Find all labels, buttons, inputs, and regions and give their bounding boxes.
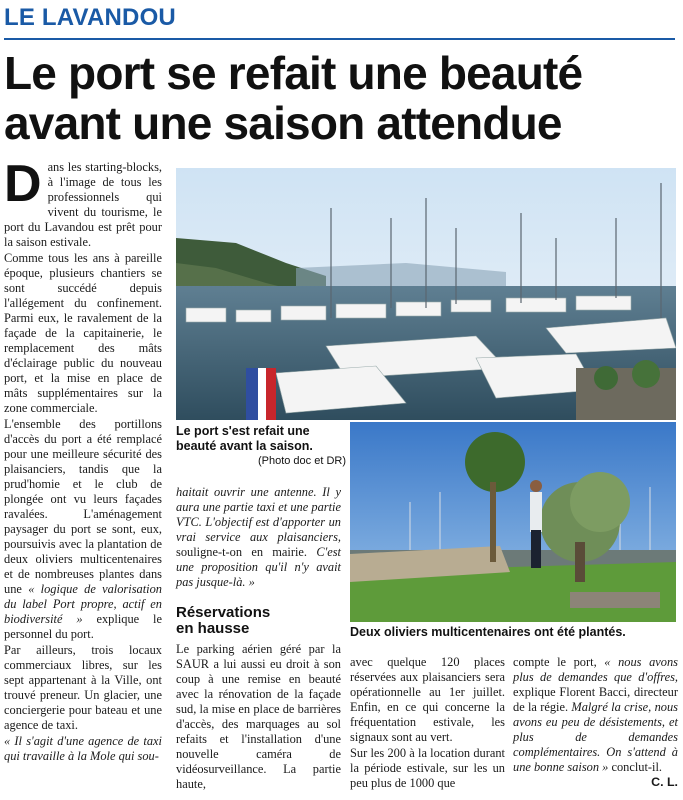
quote-paragraph: « Il s'agit d'une agence de taxi qui travaille à la Mole qui sou- <box>4 734 162 763</box>
article-column-2 <box>176 485 341 591</box>
paragraph: Comme tous les ans à pareille époque, plusieurs chantiers se sont succédé depuis l'allégement du confinement. Parmi eux, le ravalement de la façade de la capitainerie, le remplacement des mâts d'éclairage public du nouveau port, et la mise en place de mâts supplémentaires sur la zone commerciale. <box>4 251 162 415</box>
olive-tree-illustration <box>350 422 676 622</box>
quote: « nous avons plus de demandes que d'offres, <box>513 655 678 684</box>
text-run: L'ensemble des portillons d'accès du port a été remplacé pour une meilleure sécurité des plaisanciers, tandis que la prud'homie et le club de plongée ont vu leurs façades ravalées. L'aménagement paysager du port se sont, eux, poursuivis avec la plantation de deux oliviers multicentenaires et de nombreuses plantes dans une <box>4 417 162 596</box>
caption-text: Deux oliviers multicentenaires ont été plantés. <box>350 625 626 639</box>
section-kicker: LE LAVANDOU <box>4 4 176 31</box>
article-column-1 <box>4 155 162 765</box>
quote: haitait ouvrir une antenne. Il y aura une partie taxi et une partie VTC. L'objectif est d'apporter un vrai service aux plaisanciers, <box>176 485 341 544</box>
quote: « logique de valorisation du label Port propre, actif en biodiversité » <box>4 582 162 626</box>
olive-tree-photo-caption <box>350 625 676 640</box>
kicker-rule <box>4 38 675 40</box>
paragraph: Sur les 200 à la location durant la période estivale, sur les un peu plus de 1000 que <box>350 746 505 790</box>
quote: Malgré la crise, nous avons eu peu de désistements, et plus de demandes complémentaires. On s'attend à une bonne saison » <box>513 700 678 774</box>
article-column-2b <box>176 642 341 793</box>
olive-tree-photo <box>350 422 676 622</box>
paragraph <box>176 485 341 590</box>
paragraph: Le parking aérien géré par la SAUR a lui aussi eu droit à son coup à une remise en beauté avec la rénovation de la façade sud, la mise en place de barrières d'accès, des marquages au sol refaits et l'installation d'une nouvelle caméra de vidéosurveillance. La partie haute, <box>176 642 341 791</box>
subheading: Réservations en hausse <box>176 604 271 637</box>
text-run: explique Florent Bacci, directeur de la régie. <box>513 685 678 714</box>
paragraph: ans les starting-blocks, à l'image de tous les professionnels qui vivent du tourisme, le port du Lavandou est prêt pour la saison estivale. <box>4 160 162 249</box>
article-column-4 <box>513 655 678 790</box>
author-signature: C. L. <box>651 775 678 789</box>
article-column-3 <box>350 655 505 792</box>
paragraph <box>513 655 678 789</box>
paragraph: Par ailleurs, trois locaux commerciaux libres, sur les sept appartenant à la Ville, ont trouvé preneur. Un glacier, une conciergerie pour bateau et une agence de taxi. <box>4 643 162 732</box>
text-run: conclut-il. <box>611 760 663 774</box>
text-run: explique le personnel du port. <box>4 612 162 641</box>
harbour-illustration <box>176 168 676 420</box>
headline-line-1: Le port se refait une beauté <box>4 47 583 99</box>
quote: C'est une proposition qu'il n'y avait pas jusque-là. » <box>176 545 341 589</box>
headline-line-2: avant une saison attendue <box>4 97 562 149</box>
harbour-photo <box>176 168 676 420</box>
text-run: compte le port, <box>513 655 597 669</box>
caption-text: Le port s'est refait une beauté avant la saison. <box>176 424 313 453</box>
text-run: souligne-t-on en mairie. <box>176 545 308 559</box>
drop-cap: D <box>4 155 42 213</box>
harbour-photo-caption <box>176 424 346 469</box>
headline <box>4 48 680 148</box>
paragraph: avec quelque 120 places réservées aux plaisanciers sera opérationnelle au 1er juillet. Enfin, en ce qui concerne la fréquentation estivale, les signaux sont au vert. <box>350 655 505 744</box>
paragraph <box>4 417 162 642</box>
photo-credit: (Photo doc et DR) <box>257 455 346 467</box>
